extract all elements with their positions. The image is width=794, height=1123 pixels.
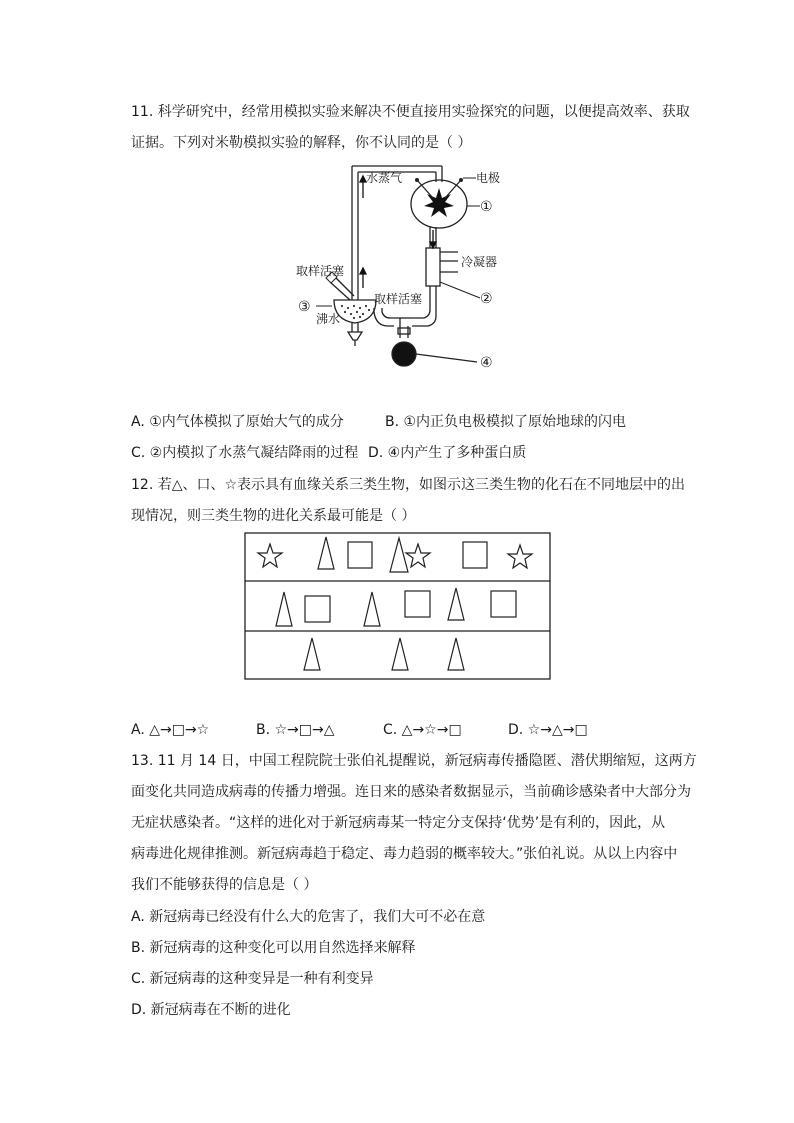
square-icon [463, 542, 487, 568]
callout-1: ① [480, 199, 493, 215]
triangle-icon [392, 638, 408, 670]
triangle-icon [318, 537, 334, 569]
q11-option-b[interactable]: B. ①内正负电极模拟了原始地球的闪电 [385, 414, 627, 430]
q13-option-c[interactable]: C. 新冠病毒的这种变异是一种有利变异 [131, 971, 374, 987]
triangle-icon [390, 538, 408, 572]
star-icon [258, 544, 282, 567]
q12-option-d[interactable]: D. ☆→△→□ [508, 722, 588, 738]
star-icon [508, 545, 532, 568]
q12-option-a[interactable]: A. △→□→☆ [131, 722, 210, 738]
triangle-icon [448, 588, 464, 620]
square-icon [491, 591, 516, 617]
q12-option-c[interactable]: C. △→☆→□ [383, 722, 462, 738]
triangle-icon [364, 592, 380, 626]
triangle-icon [276, 592, 292, 626]
q13-stem-line-5: 我们不能够获得的信息是（ ） [131, 877, 318, 893]
q12-stem-line-2: 现情况，则三类生物的进化关系最可能是（ ） [131, 508, 416, 524]
label-condenser: 冷凝器 [461, 255, 498, 269]
fossil-strata-diagram [244, 532, 552, 680]
q13-option-a[interactable]: A. 新冠病毒已经没有什么大的危害了，我们大可不必在意 [131, 909, 486, 925]
q13-option-b[interactable]: B. 新冠病毒的这种变化可以用自然选择来解释 [131, 940, 416, 956]
q13-stem-line-2: 面变化共同造成病毒的传播力增强。连日来的感染者数据显示，当前确诊感染者中大部分为 [131, 784, 691, 800]
miller-experiment-diagram [290, 160, 510, 375]
q11-option-a[interactable]: A. ①内气体模拟了原始大气的成分 [131, 414, 344, 430]
callout-3: ③ [298, 299, 311, 315]
q13-option-d[interactable]: D. 新冠病毒在不断的进化 [131, 1002, 291, 1018]
strata-frame [245, 533, 550, 679]
triangle-icon [448, 638, 464, 670]
q11-stem-line-1: 11. 科学研究中，经常用模拟实验来解决不便直接用实验探究的问题，以便提高效率、获取 [131, 104, 690, 120]
callout-2: ② [480, 291, 493, 307]
q13-stem-line-3: 无症状感染者。“这样的进化对于新冠病毒某一特定分支保持‘优势’是有利的，因此，从 [131, 815, 666, 831]
label-sampling-valve-mid: 取样活塞 [374, 292, 423, 306]
square-icon [405, 591, 430, 617]
q13-stem-line-1: 13. 11 月 14 日，中国工程院院士张伯礼提醒说，新冠病毒传播隐匿、潜伏期缩短，这两方 [131, 753, 697, 769]
q11-option-d[interactable]: D. ④内产生了多种蛋白质 [368, 445, 527, 461]
q11-stem-line-2: 证据。下列对米勒模拟实验的解释，你不认同的是（ ） [131, 135, 472, 151]
star-icon [406, 544, 430, 567]
square-icon [305, 596, 330, 622]
q13-stem-line-4: 病毒进化规律推测。新冠病毒趋于稳定、毒力趋弱的概率较大。”张伯礼说。从以上内容中 [131, 846, 678, 862]
label-boiling-water: 沸水 [316, 312, 341, 326]
q12-stem-line-1: 12. 若△、口、☆表示具有血缘关系三类生物，如图示这三类生物的化石在不同地层中的出 [131, 477, 686, 493]
q12-option-b[interactable]: B. ☆→□→△ [256, 722, 335, 738]
triangle-icon [304, 638, 320, 670]
label-electrode: 电极 [476, 171, 501, 185]
square-icon [348, 542, 372, 568]
label-water-vapor: 水蒸气 [366, 171, 403, 185]
q11-option-c[interactable]: C. ②内模拟了水蒸气凝结降雨的过程 [131, 445, 359, 461]
callout-4: ④ [480, 355, 493, 371]
label-sampling-valve-left: 取样活塞 [296, 264, 345, 278]
